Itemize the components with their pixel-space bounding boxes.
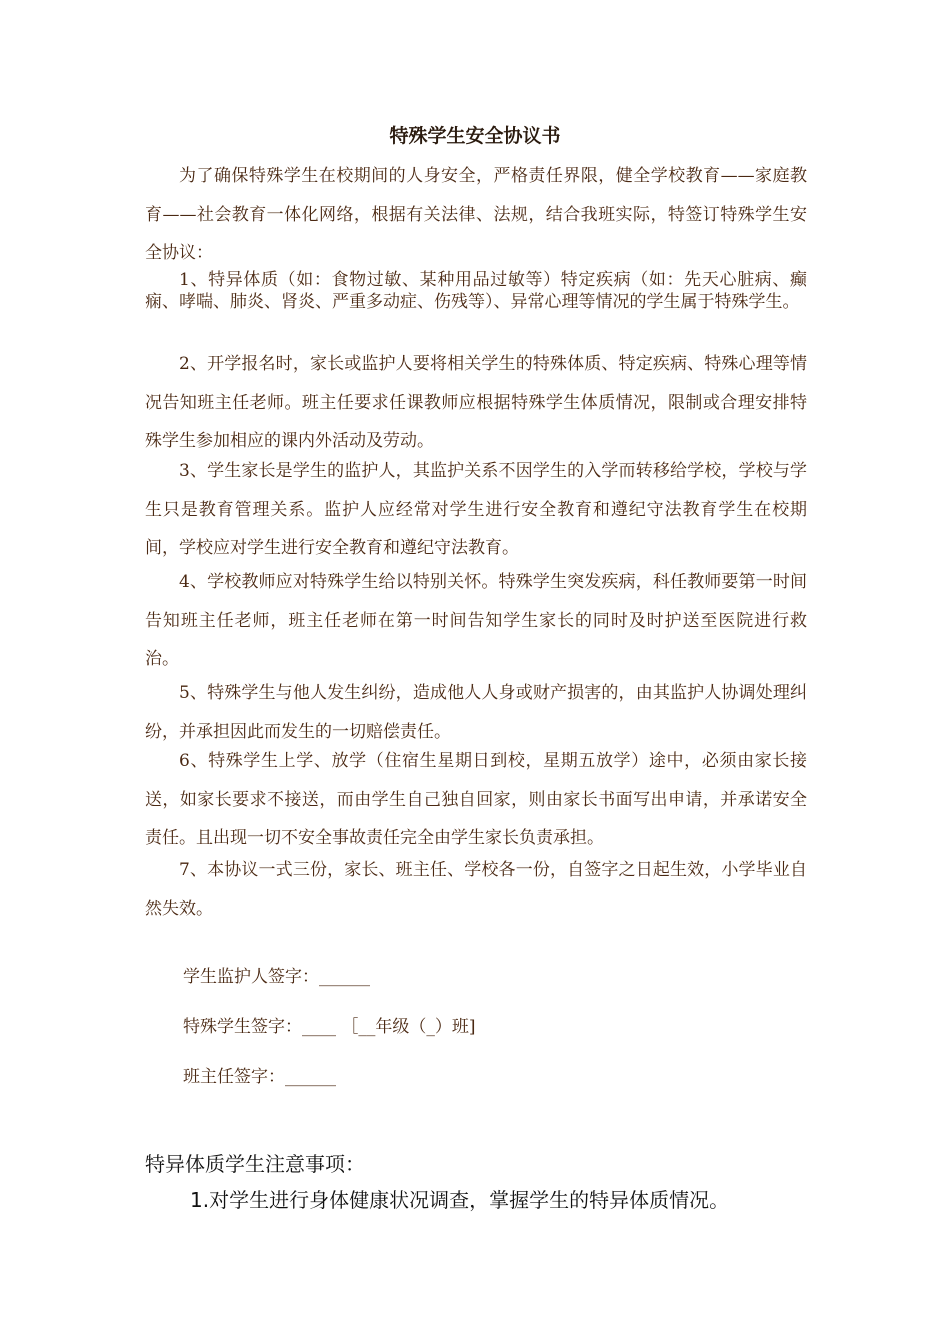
notes-heading: 特异体质学生注意事项： <box>145 1152 365 1176</box>
guardian-signature-line: 学生监护人签字：______ <box>183 967 370 987</box>
notes-item-1: 1.对学生进行身体健康状况调查，掌握学生的特异体质情况。 <box>190 1188 730 1212</box>
student-signature-line: 特殊学生签字：____ ［__年级（_）班] <box>183 1017 476 1037</box>
clause-6-text: 6、特殊学生上学、放学（住宿生星期日到校，星期五放学）途中，必须由家长接送，如家长要求不接送，而由学生自己独自回家，则由家长书面写出申请，并承诺安全责任。且出现一切不安全事故责任完全由学生家长负责承担。 <box>145 751 807 848</box>
intro-paragraph <box>145 157 807 273</box>
clause-1-text: 1、特异体质（如：食物过敏、某种用品过敏等）特定疾病（如：先天心脏病、癫痫、哮喘、肺炎、肾炎、严重多动症、伤残等）、异常心理等情况的学生属于特殊学生。 <box>145 270 807 312</box>
clause-7 <box>145 851 807 928</box>
clause-4 <box>145 563 807 679</box>
clause-4-text: 4、学校教师应对特殊学生给以特别关怀。特殊学生突发疾病，科任教师要第一时间告知班主任老师，班主任老师在第一时间告知学生家长的同时及时护送至医院进行救治。 <box>145 572 807 669</box>
clause-2-text: 2、开学报名时，家长或监护人要将相关学生的特殊体质、特定疾病、特殊心理等情况告知班主任老师。班主任要求任课教师应根据特殊学生体质情况，限制或合理安排特殊学生参加相应的课内外活动及劳动。 <box>145 354 807 451</box>
clause-1 <box>145 269 807 313</box>
teacher-signature-line: 班主任签字：______ <box>183 1067 336 1087</box>
clause-2 <box>145 345 807 461</box>
intro-text: 为了确保特殊学生在校期间的人身安全，严格责任界限，健全学校教育——家庭教育——社会教育一体化网络，根据有关法律、法规，结合我班实际，特签订特殊学生安全协议： <box>145 166 807 263</box>
clause-5-text: 5、特殊学生与他人发生纠纷，造成他人人身或财产损害的，由其监护人协调处理纠纷，并承担因此而发生的一切赔偿责任。 <box>145 683 807 742</box>
clause-7-text: 7、本协议一式三份，家长、班主任、学校各一份，自签字之日起生效，小学毕业自然失效。 <box>145 860 807 919</box>
document-title: 特殊学生安全协议书 <box>389 125 561 147</box>
clause-6 <box>145 742 807 858</box>
clause-3 <box>145 452 807 568</box>
clause-3-text: 3、学生家长是学生的监护人，其监护关系不因学生的入学而转移给学校，学校与学生只是教育管理关系。监护人应经常对学生进行安全教育和遵纪守法教育学生在校期间，学校应对学生进行安全教育和遵纪守法教育。 <box>145 461 807 558</box>
clause-5 <box>145 674 807 751</box>
